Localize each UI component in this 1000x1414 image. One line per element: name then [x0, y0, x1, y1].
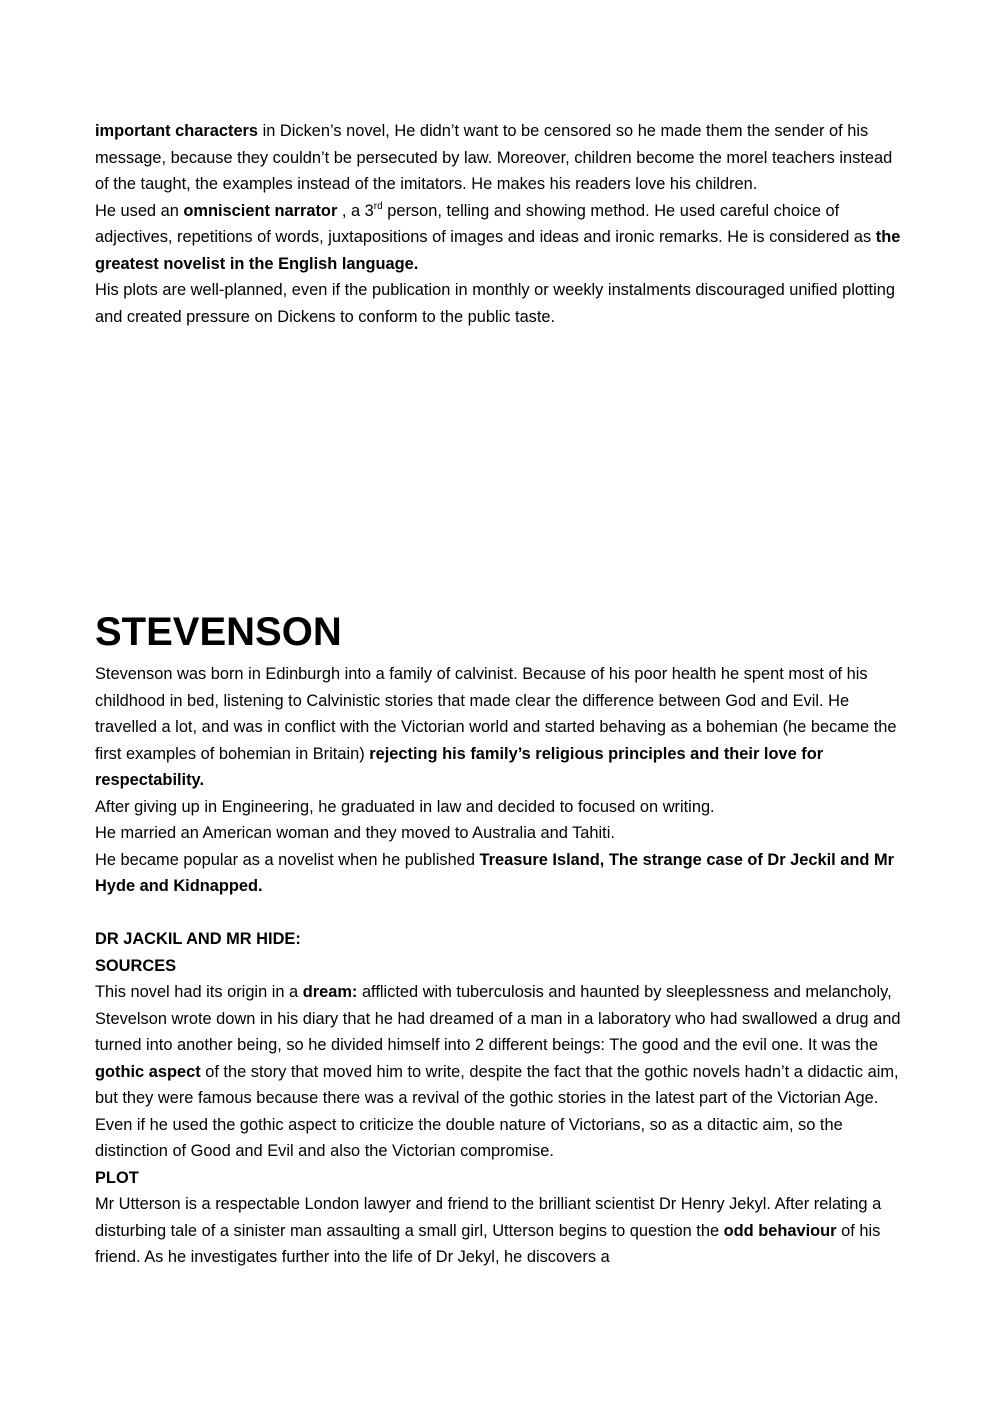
paragraph [95, 979, 910, 1112]
bold-text: the greatest novelist in the English language. [95, 228, 901, 273]
bold-text: PLOT [95, 1168, 139, 1187]
paragraph: Even if he used the gothic aspect to criticize the double nature of Victorians, so as a ditactic aim, so the distinction of Good and Evil and also the Victorian compromise. [95, 1115, 843, 1160]
paragraph [95, 847, 910, 900]
text-run: in Dicken’s novel, He didn’t want to be censored so he made them the sender of his message, because they couldn’t be persecuted by law. Moreover, children become the morel teachers instead of the taught, the examples instead of the imitators. He makes his readers love his children. [95, 122, 893, 193]
text-run: Mr Utterson is a respectable London lawyer and friend to the brilliant scientist Dr Henry Jekyl. After relating a disturbing tale of a sinister man assaulting a small girl, Utterson begins to question the [95, 1195, 882, 1240]
paragraph [95, 661, 910, 794]
text-run: of the story that moved him to write, despite the fact that the gothic novels hadn’t a didactic aim, but they were famous because there was a revival of the gothic stories in the latest part of the Victorian Age. [95, 1062, 899, 1107]
bold-text: omniscient narrator [183, 201, 338, 220]
paragraph: His plots are well-planned, even if the publication in monthly or weekly instalments discouraged unified plotting and created pressure on Dickens to conform to the public taste. [95, 281, 895, 326]
stevenson-section [95, 661, 910, 1271]
text-run: Stevenson was born in Edinburgh into a family of calvinist. Because of his poor health he spent most of his childhood in bed, listening to Calvinistic stories that made clear the difference between God and Evil. He travelled a lot, and was in conflict with the Victorian world and started behaving as a bohemian (he became the first examples of bohemian in Britain) [95, 665, 897, 763]
bold-text: important characters [95, 122, 259, 140]
text-run: , a 3 [337, 201, 374, 220]
text-run: He became popular as a novelist when he published [95, 850, 480, 869]
text-run: This novel had its origin in a [95, 983, 303, 1001]
paragraph [95, 118, 910, 198]
bold-text: odd behaviour [723, 1221, 837, 1240]
text-run: He used an [95, 201, 184, 220]
subheading [95, 1165, 910, 1192]
bold-text: dream: [302, 983, 358, 1001]
bold-text: SOURCES [95, 956, 177, 975]
bold-text: Treasure Island, The strange case of Dr Jeckil and Mr Hyde and Kidnapped. [95, 850, 895, 895]
bold-text: gothic aspect [95, 1062, 201, 1081]
bold-text: DR JACKIL AND MR HIDE: [95, 930, 301, 948]
bold-text: rejecting his family’s religious principles and their love for respectability. [95, 744, 824, 789]
subheading [95, 953, 910, 980]
blank-line [95, 900, 910, 927]
dickens-section [95, 118, 910, 330]
paragraph: He married an American woman and they moved to Australia and Tahiti. [95, 824, 615, 842]
section-heading: STEVENSON [95, 610, 342, 654]
paragraph [95, 198, 910, 278]
subheading [95, 926, 910, 953]
paragraph: After giving up in Engineering, he graduated in law and decided to focused on writing. [95, 797, 715, 816]
paragraph [95, 1191, 910, 1271]
text-run: afflicted with tuberculosis and haunted by sleeplessness and melancholy, Stevelson wrote down in his diary that he had dreamed of a man in a laboratory who had swallowed a drug and turned into another being, so he divided himself into 2 different beings: The good and the evil one. It was the [95, 983, 901, 1054]
superscript: rd [373, 200, 383, 212]
text-run: person, telling and showing method. He used careful choice of adjectives, repetitions of words, juxtapositions of images and ideas and ironic remarks. He is considered as [95, 201, 876, 246]
text-run: of his friend. As he investigates further into the life of Dr Jekyl, he discovers a [95, 1221, 881, 1266]
